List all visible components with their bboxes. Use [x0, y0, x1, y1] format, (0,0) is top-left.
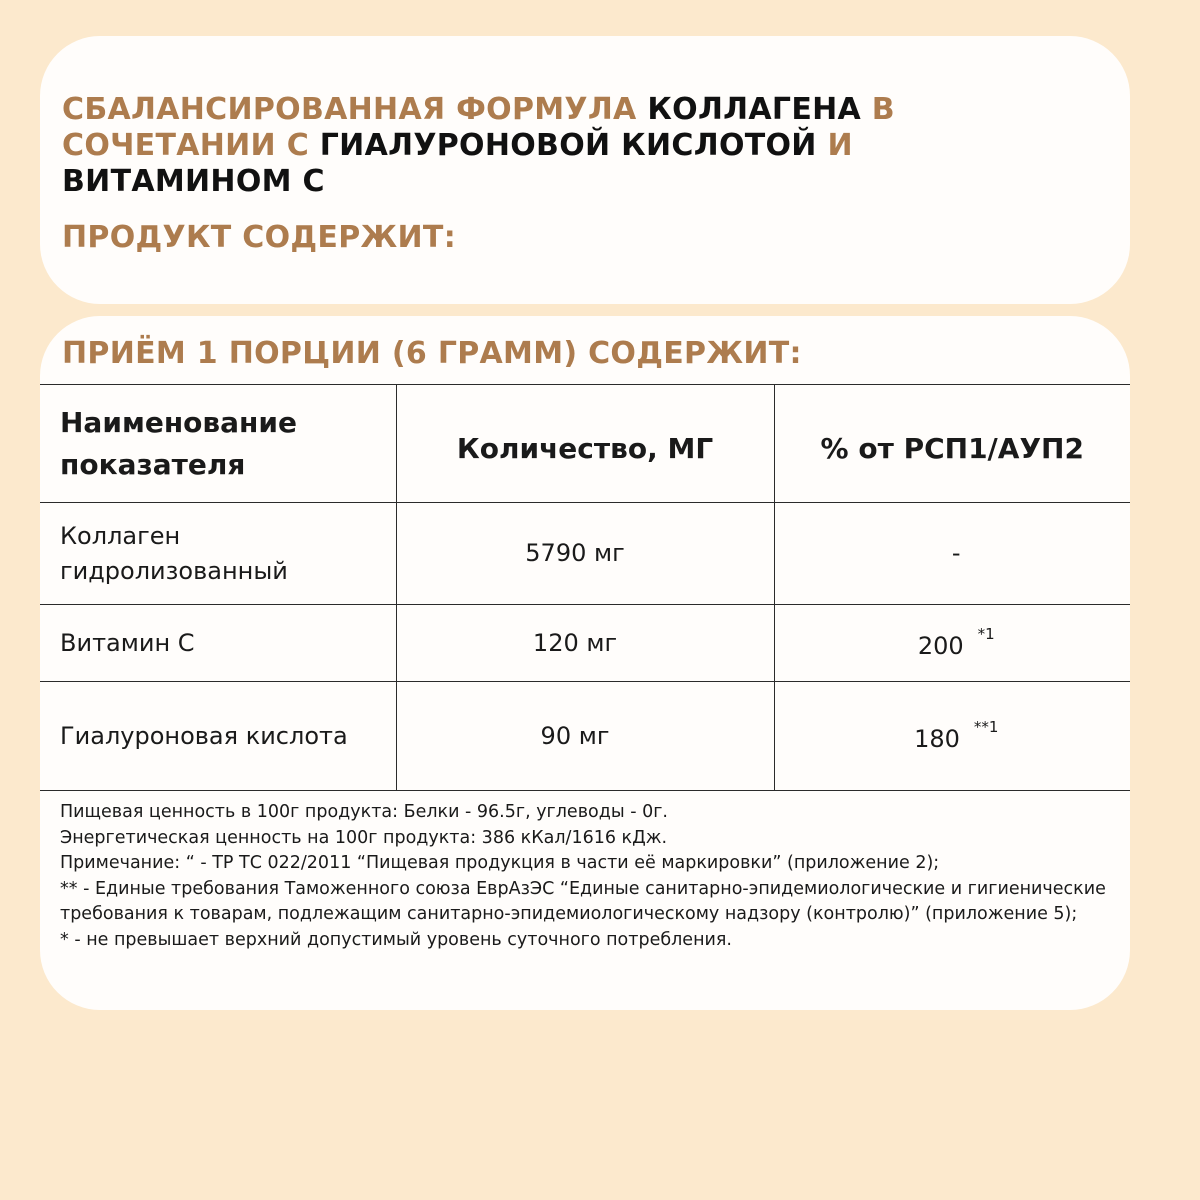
- serving-title: ПРИЁМ 1 ПОРЦИИ (6 ГРАММ) СОДЕРЖИТ:: [62, 336, 802, 371]
- energy-value-note: Энергетическая ценность на 100г продукта: 386 кКал/1616 кДж.: [60, 827, 668, 848]
- headline-part: И: [816, 128, 853, 163]
- upper-limit-note: * - не превышает верхний допустимый уровень суточного потребления.: [60, 929, 732, 950]
- product-headline: [62, 92, 1062, 200]
- headline-part-hyaluronic: ГИАЛУРОНОВОЙ КИСЛОТОЙ: [319, 128, 817, 163]
- percent-value: 180: [914, 724, 960, 753]
- headline-part: В СОЧЕТАНИИ С: [62, 92, 895, 163]
- ingredient-amount: 120 мг: [396, 605, 774, 682]
- footnote-marker: *1: [977, 624, 995, 643]
- ingredient-name: Коллаген гидролизованный: [40, 503, 396, 605]
- ingredient-amount: 90 мг: [396, 682, 774, 791]
- footnotes: [60, 800, 1110, 953]
- percent-value: 200: [917, 631, 964, 660]
- ingredient-name: Гиалуроновая кислота: [40, 682, 396, 791]
- ingredient-amount: 5790 мг: [396, 503, 774, 605]
- ingredient-percent: [774, 605, 1130, 682]
- headline-part-vitamin: ВИТАМИНОМ С: [62, 164, 325, 199]
- table-header-row: [40, 385, 1130, 503]
- product-contains-heading: ПРОДУКТ СОДЕРЖИТ:: [62, 220, 456, 255]
- headline-part: СБАЛАНСИРОВАННАЯ ФОРМУЛА: [62, 92, 648, 127]
- table-row: [40, 503, 1130, 605]
- column-header-amount: Количество, МГ: [396, 385, 774, 503]
- ingredient-name: Витамин С: [40, 605, 396, 682]
- nutrition-value-note: Пищевая ценность в 100г продукта: Белки - 96.5г, углеводы - 0г.: [60, 802, 668, 822]
- percent-value: -: [951, 539, 961, 567]
- column-header-percent: % от РСП1/АУП2: [774, 385, 1130, 503]
- table-row: [40, 605, 1130, 682]
- ingredient-percent: [774, 682, 1130, 791]
- column-header-name: Наименование показателя: [40, 385, 396, 503]
- customs-union-note: ** - Единые требования Таможенного союза ЕврАзЭС “Единые санитарно-эпидемиологические и гигиенические требования к товарам, подлежащим санитарно-эпидемиологическому надзору (контролю)” (приложение 5);: [60, 878, 1106, 924]
- ingredient-percent: [774, 503, 1130, 605]
- footnote-marker: **1: [973, 717, 999, 736]
- intro-card: [40, 36, 1130, 304]
- table-row: [40, 682, 1130, 791]
- composition-card: [40, 316, 1130, 1010]
- headline-part-collagen: КОЛЛАГЕНА: [647, 92, 862, 127]
- composition-table: [40, 384, 1130, 791]
- regulation-note: Примечание: “ - ТР ТС 022/2011 “Пищевая продукция в части её маркировки” (приложение 2);: [60, 853, 940, 873]
